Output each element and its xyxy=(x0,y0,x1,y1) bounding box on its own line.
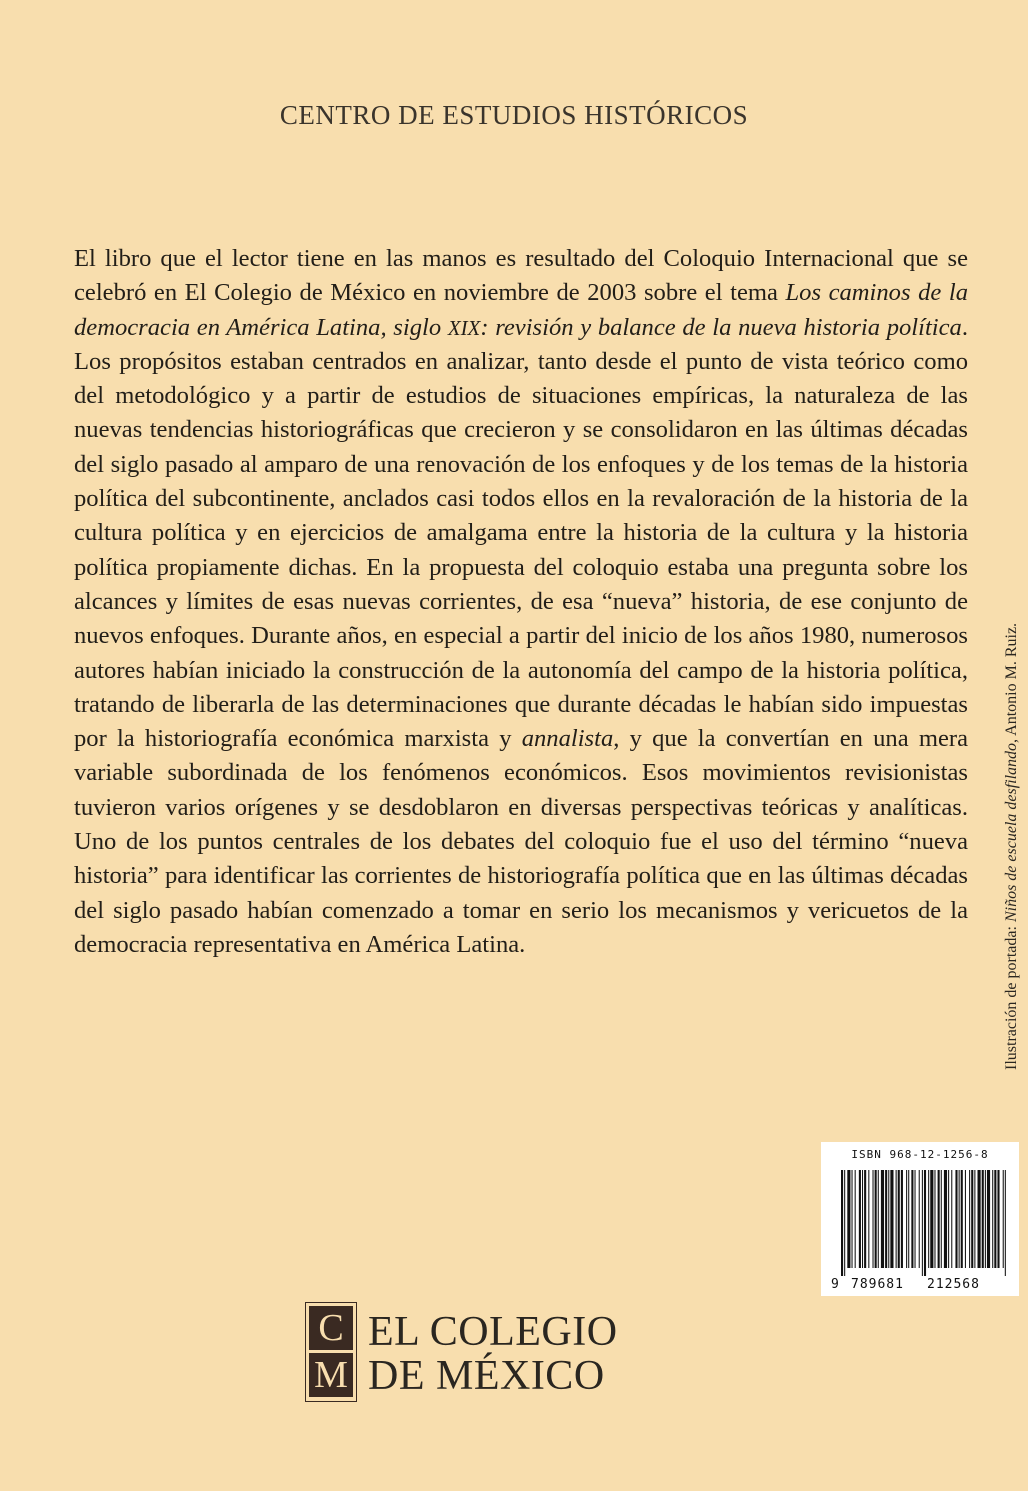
barcode-bar xyxy=(938,1170,940,1268)
barcode-bar xyxy=(978,1170,981,1268)
credit-artwork-title: Niños de escuela desfilando xyxy=(1003,742,1020,923)
barcode-bar xyxy=(928,1170,929,1268)
barcode-bar xyxy=(985,1170,986,1268)
barcode-bar xyxy=(841,1170,843,1276)
barcode-bar xyxy=(997,1170,999,1268)
barcode-bar xyxy=(971,1170,973,1268)
barcode-bar xyxy=(885,1170,887,1268)
barcode-bar xyxy=(898,1170,900,1268)
barcode-digits-left: 789681 xyxy=(851,1277,904,1292)
barcode-bar xyxy=(934,1170,935,1268)
barcode-bar xyxy=(859,1170,861,1268)
barcode-graphic xyxy=(821,1142,1019,1296)
logo-letter-c: C xyxy=(309,1306,353,1350)
barcode-bar xyxy=(1003,1170,1004,1268)
barcode-bar xyxy=(864,1170,866,1268)
barcode-bar xyxy=(992,1170,993,1268)
isbn-label: ISBN 968-12-1256-8 xyxy=(851,1148,989,1161)
colegio-logo-mark xyxy=(305,1302,357,1402)
barcode-bar xyxy=(961,1170,963,1268)
credit-author: , Antonio M. Ruiz. xyxy=(1003,622,1020,743)
book-title-part-1: Los caminos de la democracia en América Latina, siglo xyxy=(74,279,968,341)
barcode-bar xyxy=(844,1170,845,1276)
barcode-digit-prefix: 9 xyxy=(831,1277,839,1292)
blurb-text-1: El libro que el lector tiene en las manos es resultado del Coloquio Internacional que se celebró en El Colegio de México en noviembre de 2003 sobre el tema xyxy=(74,245,968,307)
barcode-bar xyxy=(888,1170,889,1268)
barcode-bar xyxy=(881,1170,884,1268)
blurb-paragraph xyxy=(74,242,968,962)
publisher-name-line-2: DE MÉXICO xyxy=(368,1353,605,1399)
barcode-bar xyxy=(1005,1170,1006,1276)
barcode-bar xyxy=(873,1170,874,1268)
barcode-bar xyxy=(847,1170,850,1268)
barcode-bar xyxy=(919,1170,920,1268)
back-cover-blurb xyxy=(74,242,968,962)
blurb-text-2: . Los propósitos estaban centrados en analizar, tanto desde el punto de vista teórico como del metodológico y a partir de estudios de situaciones empíricas, la naturaleza de las nuevas tendencias historiográficas que crecieron y se consolidaron en las últimas décadas del siglo pasado al amparo de una renovación de los enfoques y de los temas de la historia política del subcontinente, anclados casi todos ellos en la revaloración de la historia de la cultura política y en ejercicios de amalgama entre la historia de la cultura y la historia política propiamente dichas. En la propuesta del coloquio estaba una pregunta sobre los alcances y límites de esas nuevas corrientes, de esa “nueva” historia, de ese conjunto de nuevos enfoques. Durante años, en especial a partir del inicio de los años 1980, numerosos autores habían iniciado la construcción de la autonomía del campo de la historia política, tratando de liberarla de las determinaciones que durante décadas le habían sido impuestas por la historiografía económica marxista y xyxy=(74,313,968,753)
logo-letter-m: M xyxy=(309,1353,353,1397)
barcode-bar xyxy=(955,1170,957,1268)
barcode-bar xyxy=(930,1170,933,1268)
barcode-bar xyxy=(948,1170,949,1268)
series-header: CENTRO DE ESTUDIOS HISTÓRICOS xyxy=(279,100,749,130)
barcode-bar xyxy=(987,1170,990,1268)
barcode-bar xyxy=(941,1170,942,1268)
barcode-bar xyxy=(965,1170,966,1268)
publisher-name-line-1: EL COLEGIO xyxy=(368,1309,618,1355)
barcode-bar xyxy=(924,1170,926,1276)
barcode-bar xyxy=(890,1170,893,1268)
barcode-bar xyxy=(908,1170,909,1268)
illustration-credit xyxy=(1003,623,1021,1070)
isbn-barcode xyxy=(821,1142,1019,1296)
blurb-text-3: , y que la convertían en una mera variable subordinada de los fenómenos económicos. Esos movimientos revisionistas tuvieron varios orígenes y se desdoblaron en diversas perspectivas teóricas y analíticas. Uno de los puntos centrales de los debates del coloquio fue el uso del término “nueva historia” para identificar las corrientes de historiografía política que en las últimas décadas del siglo pasado habían comenzado a tomar en serio los mecanismos y vericuetos de la democracia representativa en América Latina. xyxy=(74,725,968,958)
barcode-bar xyxy=(922,1170,923,1276)
book-title-century: XIX xyxy=(447,315,481,340)
barcode-bar xyxy=(896,1170,897,1268)
credit-prefix: Ilustración de portada: xyxy=(1003,922,1020,1070)
barcode-bar xyxy=(969,1170,970,1268)
barcode-bar xyxy=(982,1170,984,1268)
barcode-bar xyxy=(951,1170,952,1268)
barcode-bar xyxy=(944,1170,947,1268)
barcode-bar xyxy=(868,1170,869,1268)
book-title-part-2: : revisión y balance de la nueva historia política xyxy=(480,313,962,341)
publisher-name xyxy=(368,1310,618,1398)
barcode-bar xyxy=(959,1170,960,1268)
barcode-bar xyxy=(901,1170,903,1268)
barcode-bar xyxy=(911,1170,913,1268)
barcode-bar xyxy=(855,1170,856,1268)
barcode-bar xyxy=(906,1170,907,1268)
barcode-digits-right: 212568 xyxy=(927,1277,980,1292)
barcode-bar xyxy=(974,1170,975,1268)
barcode-bar xyxy=(875,1170,877,1268)
barcode-bar xyxy=(852,1170,853,1268)
barcode-bar xyxy=(878,1170,879,1268)
barcode-bar xyxy=(862,1170,863,1268)
barcode-bar xyxy=(915,1170,916,1268)
annalista-term: annalista xyxy=(521,725,614,753)
barcode-bar xyxy=(994,1170,996,1268)
